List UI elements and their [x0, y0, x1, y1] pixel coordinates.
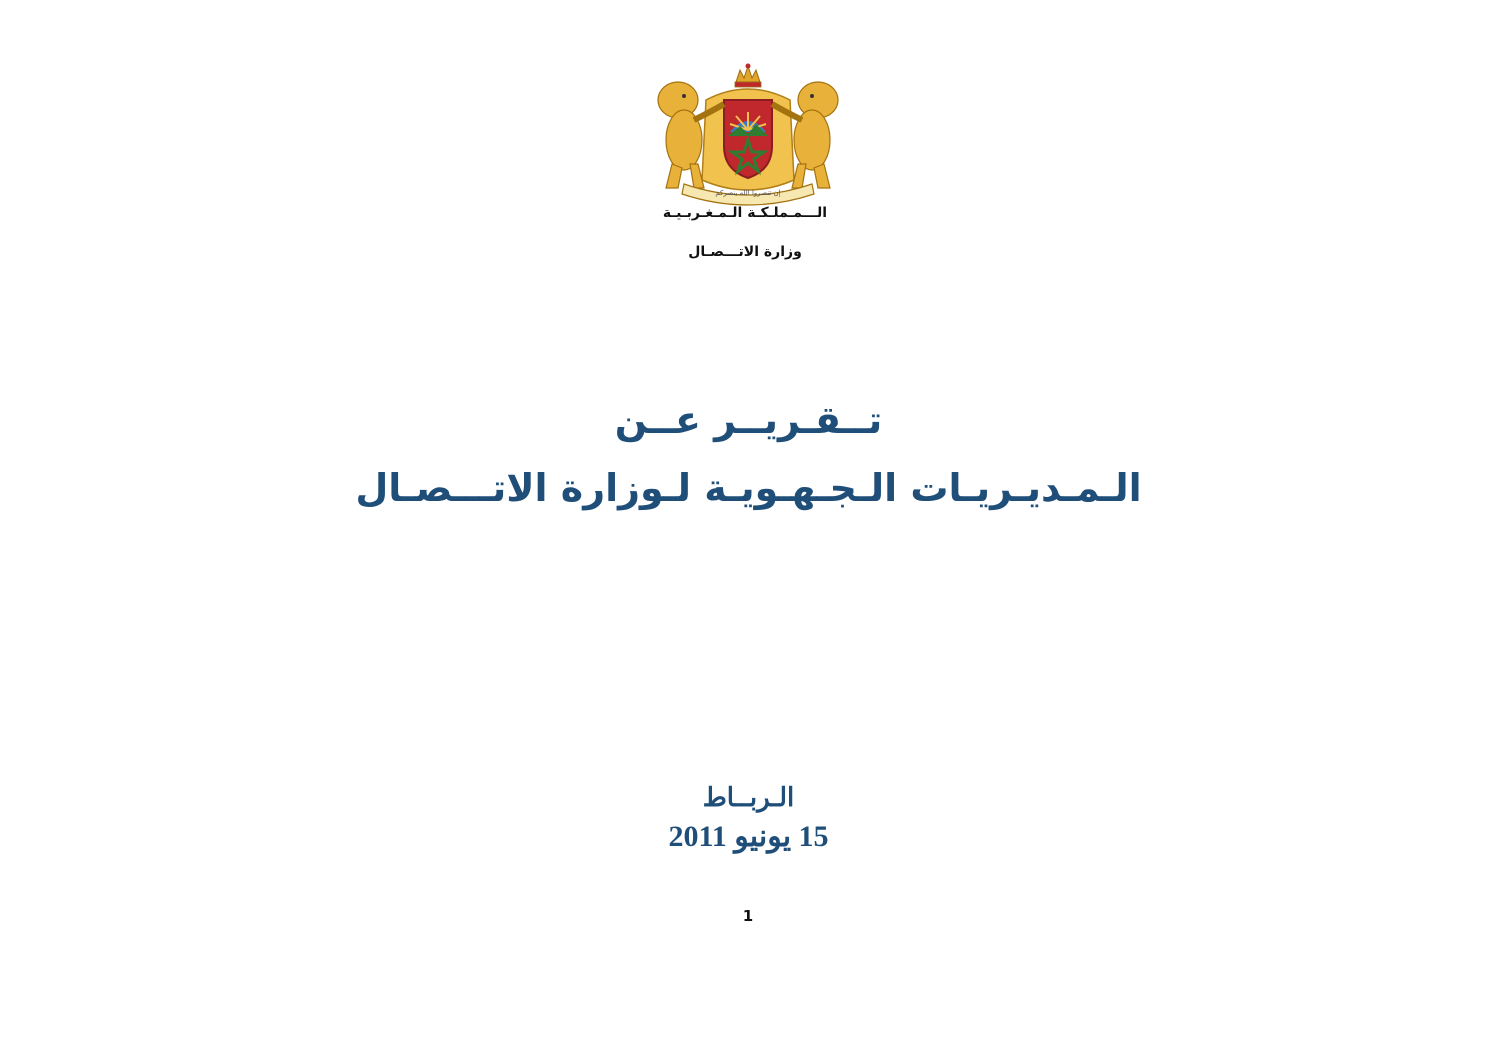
report-title-line-2: الـمـديـريـات الـجـهـويـة لـوزارة الاتـــصـال: [355, 466, 1142, 510]
report-date: 15 يونيو 2011: [668, 820, 829, 853]
emblem-motto: إن تنصروا الله ينصركم: [715, 189, 781, 197]
kingdom-name: الـــمـملـكـة الـمـغـربـيـة: [662, 205, 828, 221]
report-title-line-1: تــقـريــر عــن: [614, 398, 883, 442]
moroccan-coat-of-arms-icon: [644, 60, 852, 206]
ministry-name: وزارة الاتـــصـال: [688, 244, 802, 260]
page-number: 1: [742, 907, 754, 925]
city-name: الـربــاط: [702, 783, 795, 812]
